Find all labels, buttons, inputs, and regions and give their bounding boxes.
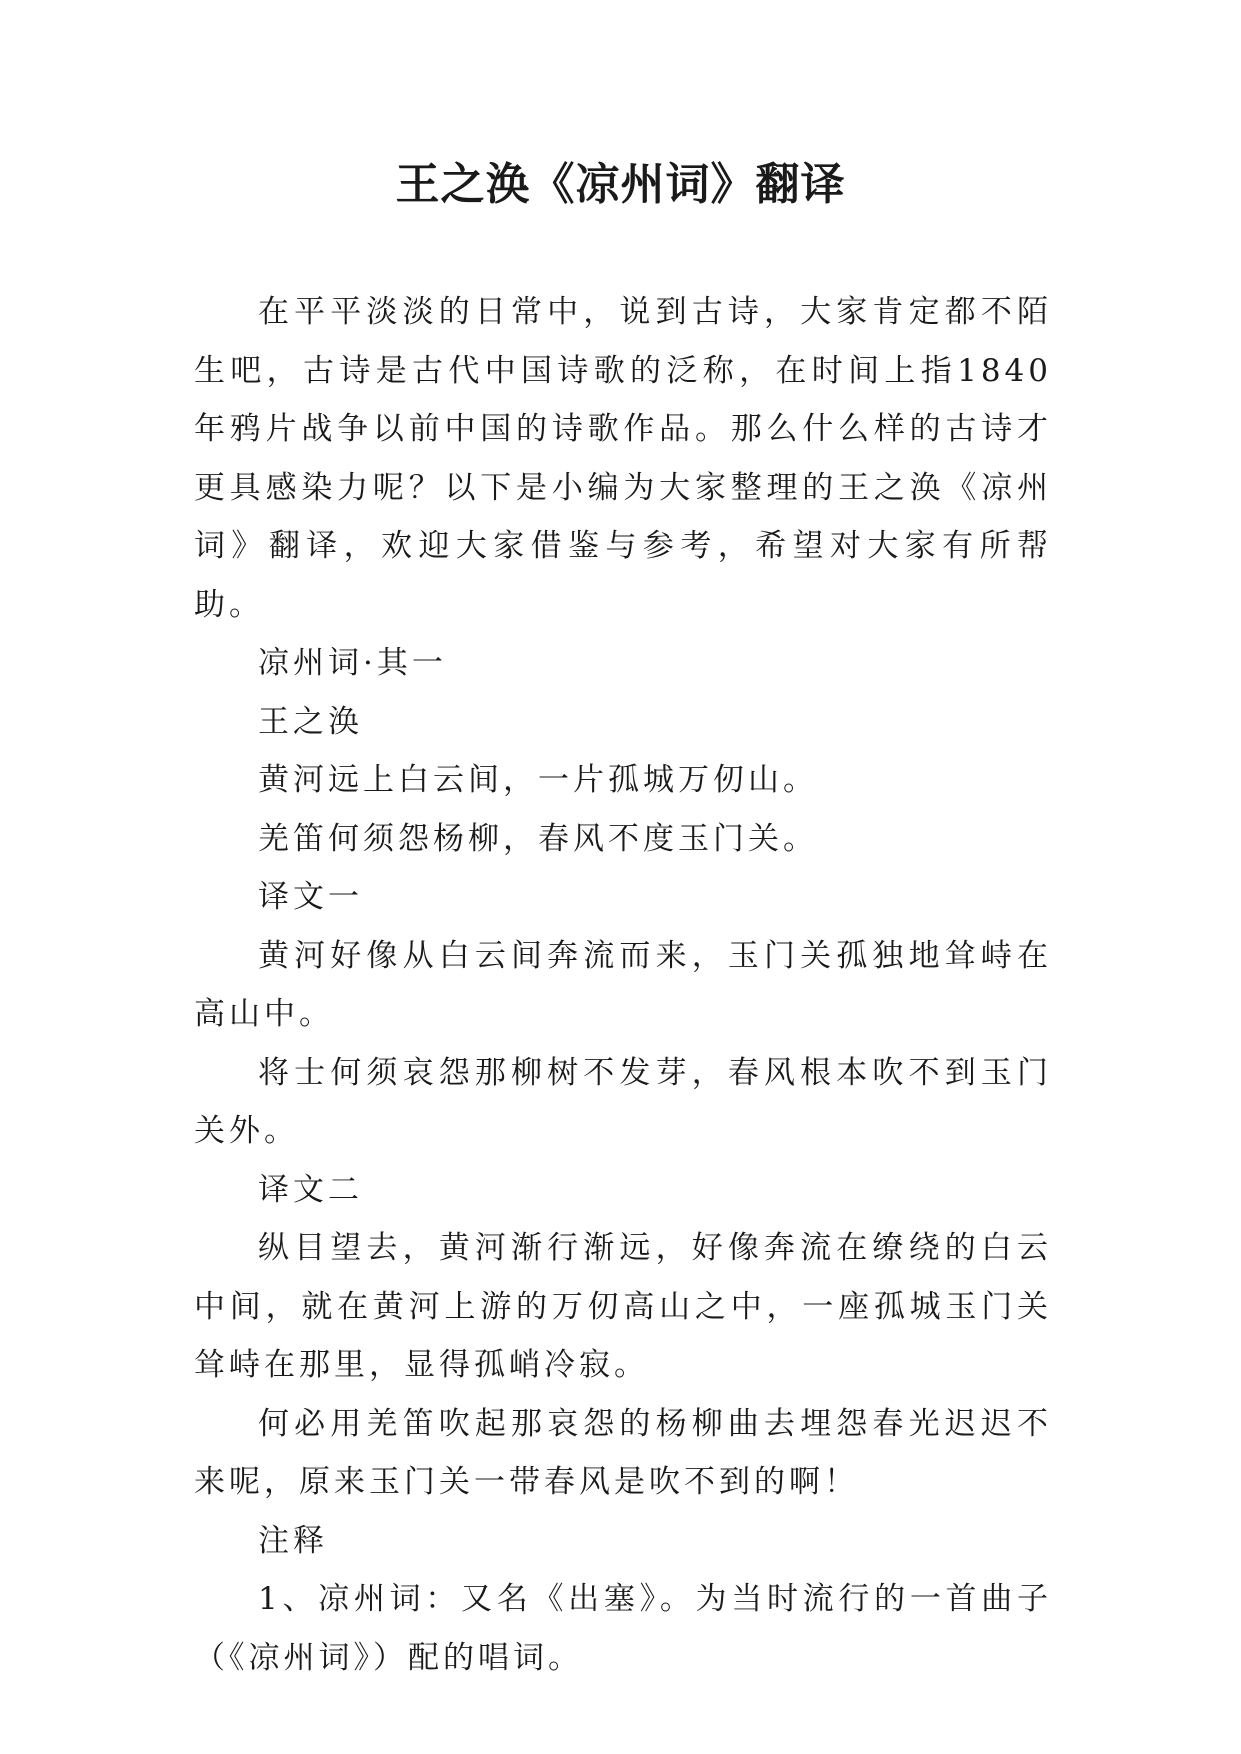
poem-line-2: 羌笛何须怨杨柳，春风不度玉门关。 — [258, 820, 818, 857]
translation-2-line-1: 纵目望去，黄河渐行渐远，好像奔流在缭绕的白云中间，就在黄河上游的万仞高山之中，一座孤城玉门关耸峙在那里，显得孤峭冷寂。 — [194, 1230, 1052, 1383]
translation-1-line-2: 将士何须哀怨那柳树不发芽，春风根本吹不到玉门关外。 — [194, 1054, 1052, 1149]
note-1: 1、凉州词：又名《出塞》。为当时流行的一首曲子（《凉州词》）配的唱词。 — [194, 1581, 1052, 1676]
translation-1-line-1: 黄河好像从白云间奔流而来，玉门关孤独地耸峙在高山中。 — [194, 937, 1052, 1032]
poem-line-1: 黄河远上白云间，一片孤城万仞山。 — [258, 762, 818, 798]
poem-author: 王之涣 — [258, 703, 363, 740]
document-body — [194, 283, 1052, 1687]
poem-title: 凉州词·其一 — [258, 645, 447, 681]
translation-1-heading: 译文一 — [258, 879, 363, 915]
translation-2-heading: 译文二 — [258, 1171, 363, 1208]
page-title: 王之涣《凉州词》翻译 — [395, 159, 846, 210]
translation-2-line-2: 何必用羌笛吹起那哀怨的杨柳曲去埋怨春光迟迟不来呢，原来玉门关一带春风是吹不到的啊！ — [194, 1405, 1052, 1500]
paragraph-intro: 在平平淡淡的日常中，说到古诗，大家肯定都不陌生吧，古诗是古代中国诗歌的泛称，在时间上指1840年鸦片战争以前中国的诗歌作品。那么什么样的古诗才更具感染力呢？以下是小编为大家整理的王之涣《凉州词》翻译，欢迎大家借鉴与参考，希望对大家有所帮助。 — [194, 294, 1052, 623]
notes-heading: 注释 — [258, 1522, 328, 1559]
